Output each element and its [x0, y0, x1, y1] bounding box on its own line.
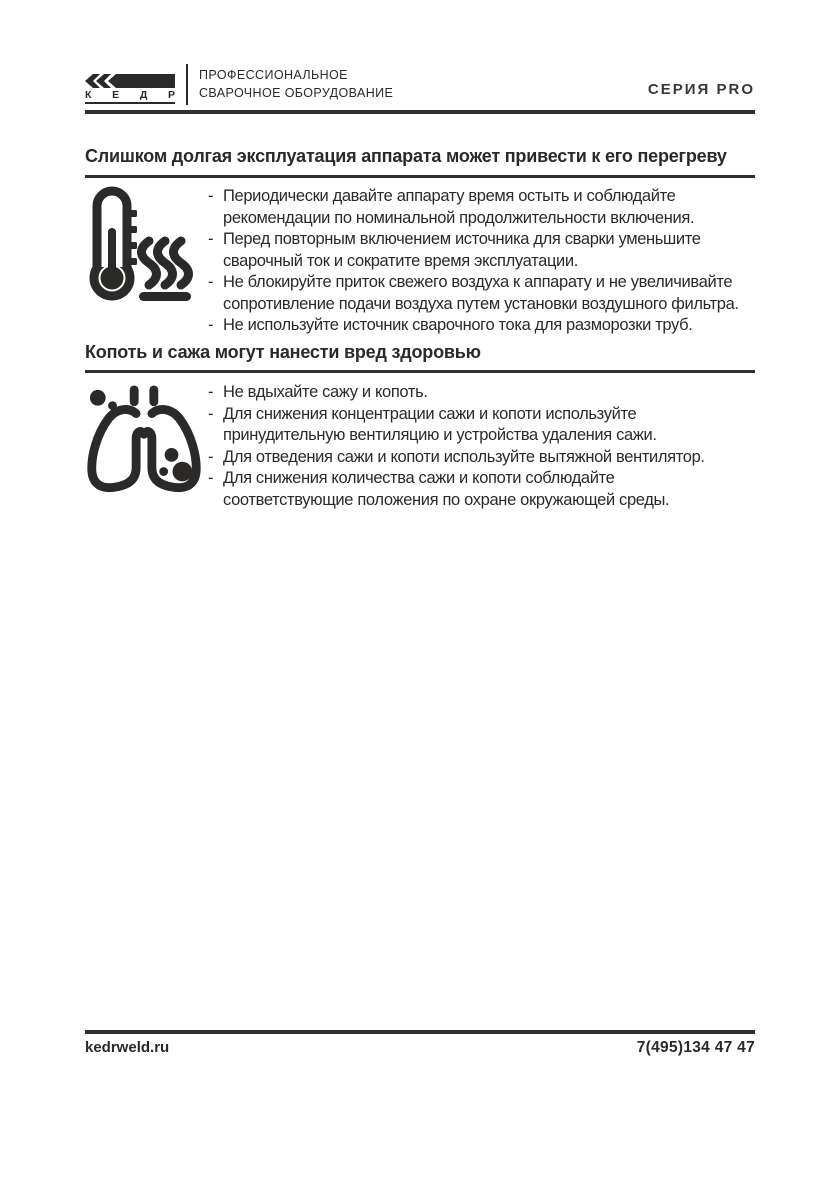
- heat-surface-bar: [139, 292, 191, 301]
- overheat-warning-list: [205, 186, 745, 337]
- lungs-smoke-icon: [85, 382, 203, 508]
- section-rule: [85, 370, 755, 373]
- thermometer-overheat-icon: [85, 186, 197, 306]
- icon-column: [85, 382, 205, 508]
- header-divider: [186, 64, 188, 105]
- thermometer-icon: [94, 191, 137, 296]
- header-rule: [85, 110, 755, 114]
- logo-letter: Д: [139, 89, 148, 101]
- series-label: СЕРИЯ PRO: [647, 81, 755, 98]
- footer-phone: 7(495)134 47 47: [636, 1039, 755, 1056]
- list-item: - Для отведения сажи и копоти используйте вытяжной вентилятор.: [205, 447, 745, 469]
- list-item: - Для снижения концентрации сажи и копоти используйте принудительную вентиляцию и устройства удаления сажи.: [205, 404, 745, 447]
- list-item: - Не вдыхайте сажу и копоть.: [205, 382, 745, 404]
- icon-column: [85, 186, 205, 306]
- logo-letter: Е: [112, 89, 120, 101]
- section-overheat: [85, 186, 755, 337]
- list-item: - Периодически давайте аппарату время остыть и соблюдайте рекомендации по номинальной продолжительности включения.: [205, 186, 745, 229]
- footer-website: kedrweld.ru: [85, 1039, 170, 1056]
- footer-rule: [85, 1030, 755, 1034]
- smoke-warning-list: [205, 382, 745, 511]
- kedr-logo-letters: [85, 90, 175, 100]
- kedr-logo: [85, 74, 177, 104]
- logo-letter: К: [85, 89, 92, 101]
- list-item: - Не блокируйте приток свежего воздуха к аппарату и не увеличивайте сопротивление подачи воздуха путем установки воздушного фильтра.: [205, 272, 745, 315]
- tagline-line1: ПРОФЕССИОНАЛЬНОЕ: [199, 68, 348, 82]
- section-rule: [85, 175, 755, 178]
- list-item: - Не используйте источник сварочного тока для разморозки труб.: [205, 315, 745, 337]
- section-heading-overheat: Слишком долгая эксплуатация аппарата может привести к его перегреву: [85, 146, 727, 166]
- list-item: - Для снижения количества сажи и копоти соблюдайте соответствующие положения по охране окружающей среды.: [205, 468, 745, 511]
- section-heading-smoke: Копоть и сажа могут нанести вред здоровью: [85, 342, 481, 362]
- logo-underline: [85, 102, 175, 104]
- section-smoke: [85, 382, 755, 511]
- tagline-line2: СВАРОЧНОЕ ОБОРУДОВАНИЕ: [199, 86, 394, 100]
- kedr-chevron-logo-icon: [85, 74, 175, 88]
- logo-letter: Р: [167, 89, 175, 101]
- heat-waves-icon: [142, 241, 189, 285]
- brand-tagline: [199, 66, 393, 102]
- list-item: - Перед повторным включением источника для сварки уменьшите сварочный ток и сократите время эксплуатации.: [205, 229, 745, 272]
